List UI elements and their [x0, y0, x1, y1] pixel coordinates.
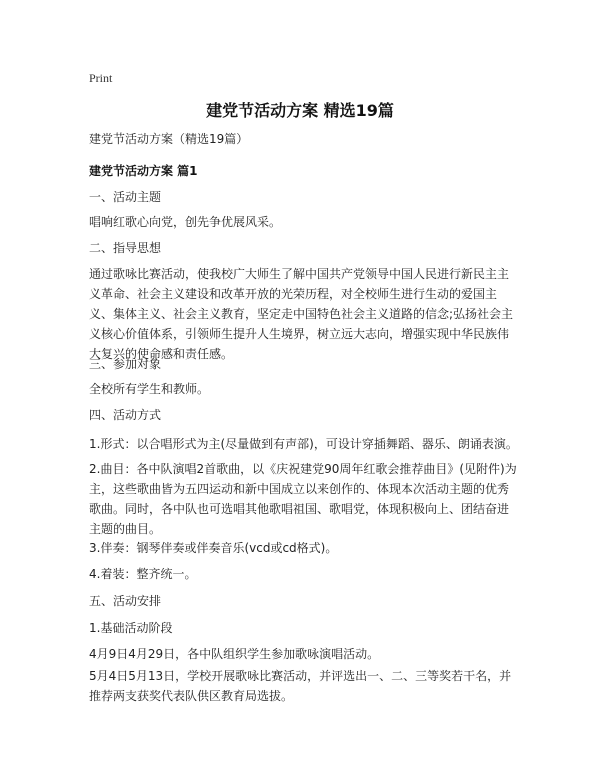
heading-guiding-ideology: 二、指导思想	[89, 241, 162, 255]
paragraph-attire: 4.着装：整齐统一。	[89, 567, 197, 581]
paragraph-participants: 全校所有学生和教师。	[89, 382, 210, 396]
heading-participants: 三、参加对象	[89, 357, 162, 371]
paragraph-repertoire: 2.曲目：各中队演唱2首歌曲，以《庆祝建党90周年红歌会推荐曲目》(见附件)为主，这些歌曲皆为五四运动和新中国成立以来创作的、体现本次活动主题的优秀歌曲。同时，各中队也可选唱其他歌唱祖国、歌唱党，体现积极向上、团结奋进主题的曲目。	[89, 462, 517, 536]
heading-activity-theme: 一、活动主题	[89, 190, 162, 204]
heading-arrangement: 五、活动安排	[89, 594, 162, 608]
paragraph-form: 1.形式：以合唱形式为主(尽量做到有声部)，可设计穿插舞蹈、器乐、朗诵表演。	[89, 437, 518, 451]
document-subtitle: 建党节活动方案（精选19篇）	[89, 132, 249, 146]
print-link[interactable]: Print	[89, 71, 113, 85]
paragraph-activity-theme: 唱响红歌心向党，创先争优展风采。	[89, 215, 282, 229]
paragraph-accompaniment: 3.伴奏：钢琴伴奏或伴奏音乐(vcd或cd格式)。	[89, 541, 338, 555]
paragraph-basic-stage: 1.基础活动阶段	[89, 621, 173, 635]
page-title: 建党节活动方案 精选19篇	[206, 101, 394, 120]
paragraph-april-schedule: 4月9日4月29日，各中队组织学生参加歌咏演唱活动。	[89, 647, 380, 661]
paragraph-may-schedule: 5月4日5月13日，学校开展歌咏比赛活动，并评选出一、二、三等奖若干名，并推荐两支获奖代表队供区教育局选拔。	[89, 669, 512, 703]
paragraph-guiding-ideology: 通过歌咏比赛活动，使我校广大师生了解中国共产党领导中国人民进行新民主主义革命、社会主义建设和改革开放的光荣历程，对全校师生进行生动的爱国主义、集体主义、社会主义教育，坚定走中国特色社会主义道路的信念;弘扬社会主义核心价值体系，引领师生提升人生境界，树立远大志向，增强实现中华民族伟大复兴的使命感和责任感。	[89, 267, 514, 361]
section-heading: 建党节活动方案 篇1	[89, 164, 198, 178]
heading-activity-method: 四、活动方式	[89, 408, 162, 422]
